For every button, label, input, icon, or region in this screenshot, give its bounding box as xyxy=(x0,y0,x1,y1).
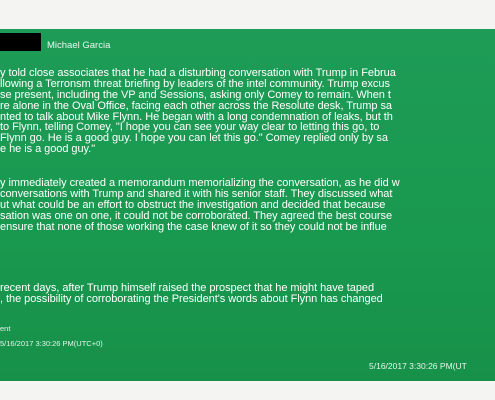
message-status: ent xyxy=(0,324,11,333)
message-line: sation was one on one, it could not be corroborated. They agreed the best course xyxy=(0,209,393,222)
message-line: nted to talk about Mike Flynn. He began with a long condemnation of leaks, but th xyxy=(0,110,393,123)
message-line: Flynn go. He is a good guy. I hope you can let this go." Comey replied only by sa xyxy=(0,132,388,145)
message-line: , the possibility of corroborating the President's words about Flynn has changed xyxy=(0,292,383,305)
message-line: se present, including the VP and Sessions, asking only Comey to remain. When t xyxy=(0,88,391,101)
sender-name: Michael Garcia xyxy=(47,40,111,51)
message-paragraph-1 xyxy=(0,68,495,155)
message-line: conversations with Trump and shared it with his senior staff. They discussed what xyxy=(0,187,393,200)
message-line: llowing a Terronsm threat briefing by leaders of the intel community. Trump excus xyxy=(0,77,390,90)
message-line: ut what could be an effort to obstruct the investigation and decided that because xyxy=(0,198,386,211)
message-line: ensure that none of those working the case knew of it so they could not be influe xyxy=(0,220,387,233)
message-paragraph-2 xyxy=(0,178,495,232)
sent-timestamp: 5/16/2017 3:30:26 PM(UT xyxy=(369,361,467,371)
message-line: recent days, after Trump himself raised the prospect that he might have taped xyxy=(0,282,375,294)
redaction-bar xyxy=(0,33,41,51)
edited-timestamp: 5/16/2017 3:30:26 PM(UTC+0) xyxy=(0,339,103,348)
message-line: e he is a good guy." xyxy=(0,143,96,156)
message-line: y told close associates that he had a disturbing conversation with Trump in Februa xyxy=(0,67,396,79)
message-line: re alone in the Oval Office, facing each other across the Resolute desk, Trump sa xyxy=(0,99,392,112)
message-paragraph-3 xyxy=(0,283,495,305)
message-line: to Flynn, telling Comey, "I hope you can see your way clear to letting this go, to xyxy=(0,121,380,134)
message-line: y immediately created a memorandum memorializing the conversation, as he did w xyxy=(0,177,400,189)
